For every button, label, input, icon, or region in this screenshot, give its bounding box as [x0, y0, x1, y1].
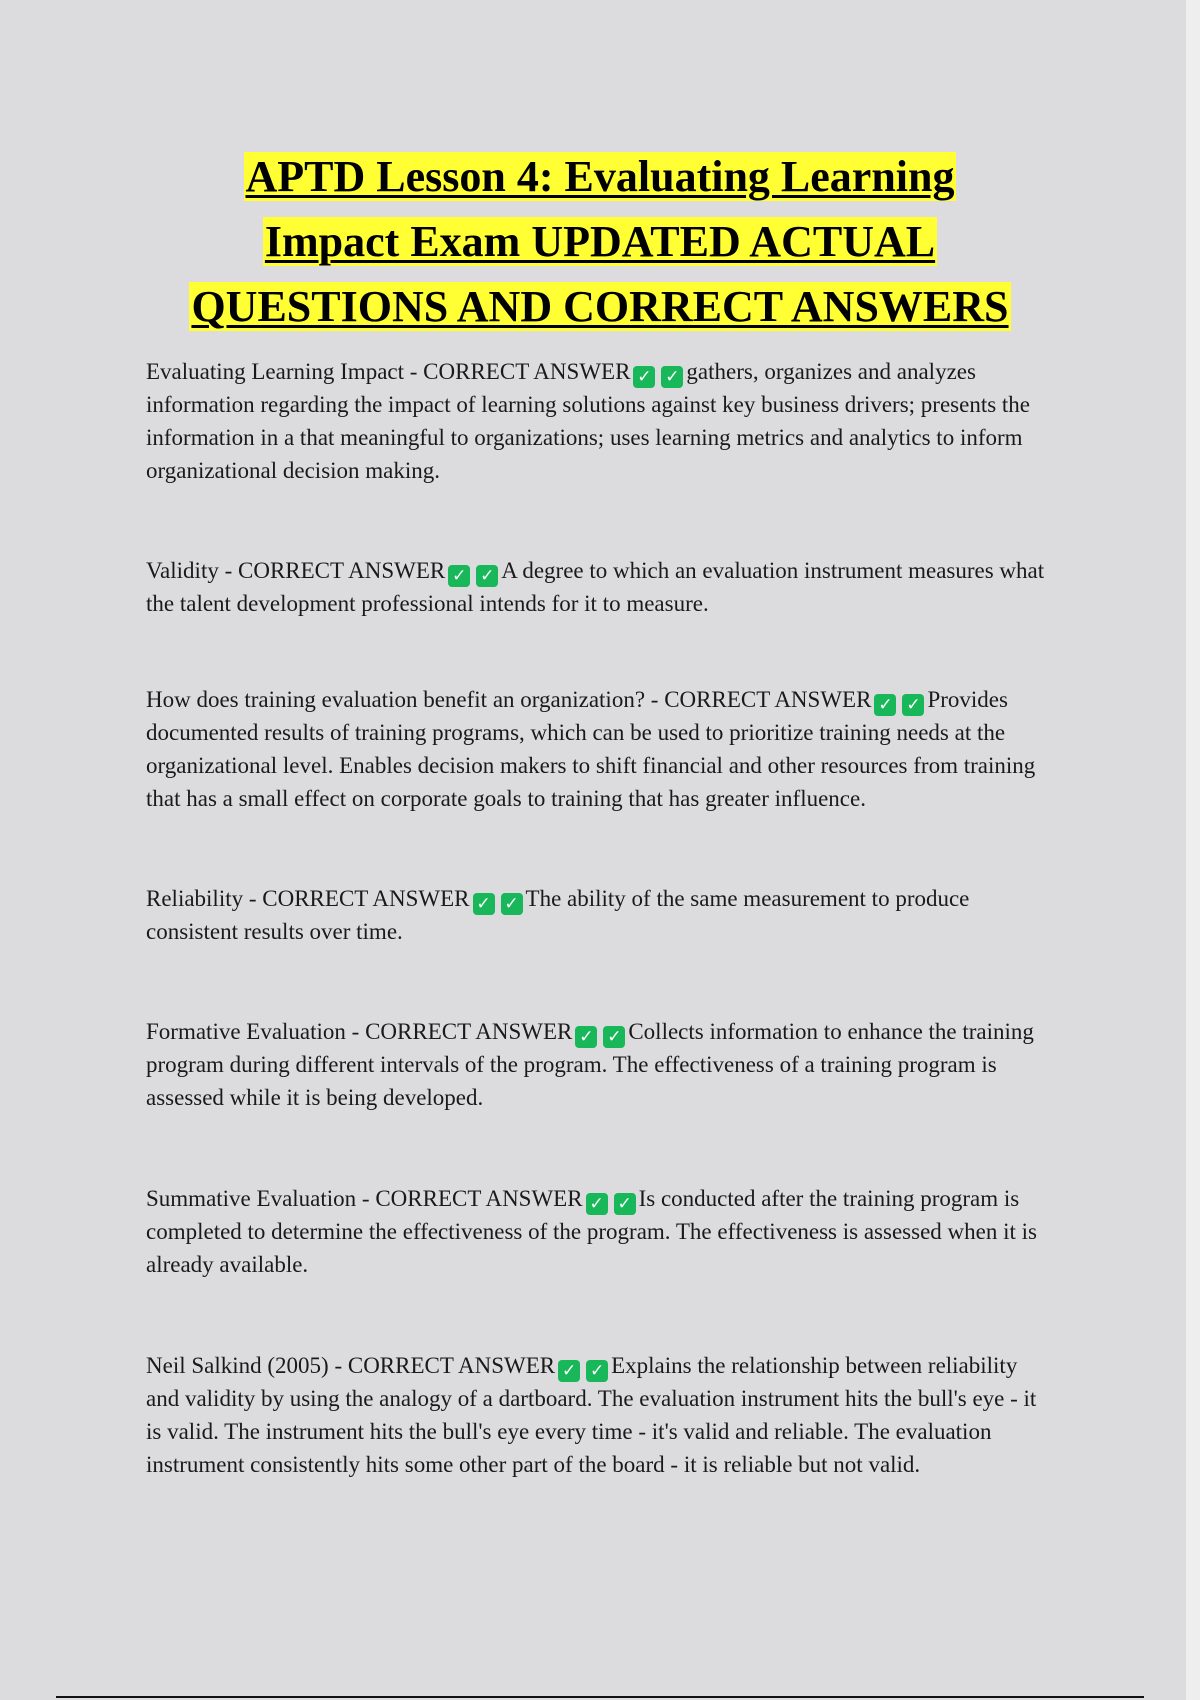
green-checkbox-icon: ✓ — [558, 1360, 580, 1382]
green-checkbox-icon: ✓ — [603, 1026, 625, 1048]
green-checkbox-icon: ✓ — [501, 893, 523, 915]
document-title — [100, 144, 1100, 339]
green-checkbox-icon: ✓ — [448, 565, 470, 587]
title-line-3: QUESTIONS AND CORRECT ANSWERS — [191, 282, 1009, 331]
green-checkbox-icon: ✓ — [586, 1193, 608, 1215]
green-checkbox-icon: ✓ — [586, 1360, 608, 1382]
correct-answer-label: CORRECT ANSWER — [347, 1353, 556, 1378]
qa-entry — [146, 554, 1056, 620]
entry-answer: Is conducted after the training program is completed to determine the effectiveness of the program. The effectiveness is assessed when it is already available. — [146, 1186, 1037, 1277]
green-checkbox-icon: ✓ — [661, 366, 683, 388]
title-line-1: APTD Lesson 4: Evaluating Learning — [245, 152, 955, 201]
qa-list — [146, 355, 1056, 1481]
entry-term: Reliability - — [146, 886, 263, 911]
entry-term: Formative Evaluation - — [146, 1019, 366, 1044]
entry-answer: Explains the relationship between reliability and validity by using the analogy of a dartboard. The evaluation instrument hits the bull's eye - it is valid. The instrument hits the bull's eye every time - it's valid and reliable. The evaluation instrument consistently hits some other part of the board - it is reliable but not valid. — [146, 1353, 1037, 1477]
green-checkbox-icon: ✓ — [633, 366, 655, 388]
qa-entry — [146, 355, 1056, 487]
green-checkbox-icon: ✓ — [874, 694, 896, 716]
correct-answer-label: CORRECT ANSWER — [375, 1186, 583, 1211]
qa-entry — [146, 1349, 1056, 1481]
green-checkbox-icon: ✓ — [473, 893, 495, 915]
entry-answer: The ability of the same measurement to produce consistent results over time. — [146, 886, 970, 944]
green-checkbox-icon: ✓ — [476, 565, 498, 587]
entry-answer: Collects information to enhance the training program during different intervals of the program. The effectiveness of a training program is assessed while it is being developed. — [146, 1019, 1034, 1110]
qa-entry — [146, 1015, 1056, 1114]
page-edge — [1186, 0, 1200, 1700]
correct-answer-label: CORRECT ANSWER — [238, 558, 446, 583]
footer-divider — [56, 1696, 1144, 1698]
qa-entry — [146, 882, 1056, 948]
qa-entry — [146, 683, 1056, 815]
entry-answer: A degree to which an evaluation instrument measures what the talent development professional intends for it to measure. — [146, 558, 1045, 616]
green-checkbox-icon: ✓ — [614, 1193, 636, 1215]
entry-answer: Provides documented results of training programs, which can be used to prioritize training needs at the organizational level. Enables decision makers to shift financial and other resources from training that has a small effect on corporate goals to training that has greater influence. — [146, 687, 1036, 811]
qa-entry — [146, 1182, 1056, 1281]
entry-term: How does training evaluation benefit an organization? - — [146, 687, 665, 712]
entry-term: Neil Salkind (2005) - — [146, 1353, 348, 1378]
entry-term: Validity - — [146, 558, 238, 583]
correct-answer-label: CORRECT ANSWER — [262, 886, 470, 911]
correct-answer-label: CORRECT ANSWER — [365, 1019, 573, 1044]
correct-answer-label: CORRECT ANSWER — [664, 687, 872, 712]
green-checkbox-icon: ✓ — [902, 694, 924, 716]
entry-term: Summative Evaluation - — [146, 1186, 376, 1211]
entry-term: Evaluating Learning Impact - — [146, 359, 424, 384]
green-checkbox-icon: ✓ — [575, 1026, 597, 1048]
entry-answer: gathers, organizes and analyzes information regarding the impact of learning solutions against key business drivers; presents the information in a that meaningful to organizations; uses learning metrics and analytics to inform organizational decision making. — [146, 359, 1031, 483]
title-line-2: Impact Exam UPDATED ACTUAL — [264, 217, 936, 266]
correct-answer-label: CORRECT ANSWER — [423, 359, 631, 384]
